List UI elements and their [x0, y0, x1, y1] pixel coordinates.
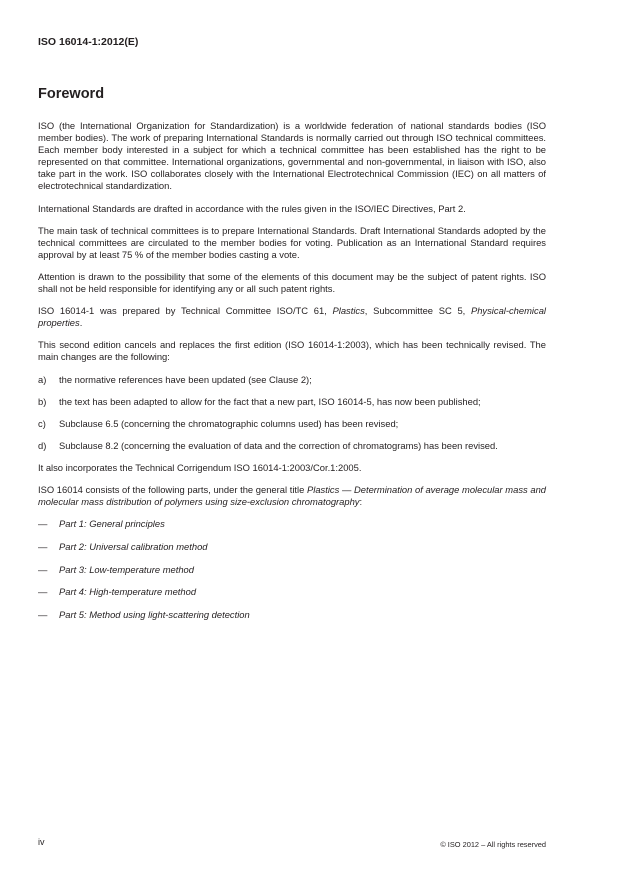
- part-title: Part 5: Method using light-scattering detection: [59, 608, 250, 620]
- paragraph-directives: International Standards are drafted in accordance with the rules given in the ISO/IEC Directives, Part 2.: [38, 202, 466, 214]
- paragraph-patent-rights: Attention is drawn to the possibility that some of the elements of this document may be the subject of patent rights. ISO shall not be held responsible for identifying any or all such patent rights.: [38, 270, 546, 295]
- part-title: Part 1: General principles: [59, 518, 165, 530]
- dash-label: —: [38, 608, 48, 620]
- colon: :: [359, 496, 363, 508]
- list-label: c): [38, 417, 46, 429]
- paragraph-parts-intro: [38, 484, 546, 508]
- parts-intro-text: ISO 16014 consists of the following parts, under the general title: [38, 483, 307, 495]
- dash-label: —: [38, 586, 48, 598]
- copyright-notice: © ISO 2012 – All rights reserved: [440, 840, 546, 849]
- prepared-by-text: ISO 16014-1 was prepared by Technical Committee ISO/TC 61,: [38, 305, 333, 317]
- list-text: the text has been adapted to allow for the fact that a new part, ISO 16014-5, has now been published;: [59, 395, 481, 407]
- list-label: a): [38, 373, 47, 385]
- foreword-body: [38, 120, 546, 632]
- part-title: Part 3: Low-temperature method: [59, 563, 194, 575]
- paragraph-second-edition: This second edition cancels and replaces the first edition (ISO 16014-1:2003), which has been technically revised. The main changes are the following:: [38, 339, 546, 363]
- paragraph-corrigendum: It also incorporates the Technical Corrigendum ISO 16014-1:2003/Cor.1:2005.: [38, 461, 362, 473]
- dash-label: —: [38, 563, 48, 575]
- list-text: Subclause 6.5 (concerning the chromatographic columns used) has been revised;: [59, 417, 399, 429]
- dash-label: —: [38, 540, 48, 552]
- paragraph-technical-committees: The main task of technical committees is to prepare International Standards. Draft International Standards adopted by the technical committees are circulated to the member bodies for voting. Publication as an International Standard requires approval by at least 75 % of the member bodies casting a vote.: [38, 224, 546, 260]
- part-item: [38, 609, 546, 621]
- list-item: [38, 374, 546, 386]
- part-title: Part 4: High-temperature method: [59, 586, 197, 598]
- subcommittee-title: Physical-chemical properties: [38, 305, 546, 329]
- part-title: Part 2: Universal calibration method: [59, 540, 208, 552]
- committee-title: Plastics: [332, 305, 365, 317]
- period: .: [79, 317, 83, 329]
- part-item: [38, 541, 546, 553]
- general-title: Plastics — Determination of average molecular mass and molecular mass distribution of polymers using size-exclusion chromatography: [38, 483, 547, 508]
- page-title: Foreword: [38, 86, 105, 102]
- part-item: [38, 586, 546, 598]
- list-label: b): [38, 395, 47, 407]
- dash-label: —: [38, 518, 48, 530]
- part-item: [38, 518, 546, 530]
- list-text: Subclause 8.2 (concerning the evaluation of data and the correction of chromatograms) has been revised.: [59, 439, 498, 451]
- list-item: [38, 440, 546, 452]
- list-label: d): [38, 439, 47, 451]
- list-item: [38, 396, 546, 408]
- list-item: [38, 418, 546, 430]
- paragraph-iso-description: ISO (the International Organization for Standardization) is a worldwide federation of national standards bodies (ISO member bodies). The work of preparing International Standards is normally carried out through ISO technical committees. Each member body interested in a subject for which a technical committee has been established has the right to be represented on that committee. International organizations, governmental and non-governmental, in liaison with ISO, also take part in the work. ISO collaborates closely with the International Electrotechnical Commission (IEC) on all matters of electrotechnical standardization.: [38, 120, 546, 192]
- part-item: [38, 564, 546, 576]
- page-number: iv: [38, 837, 45, 847]
- document-id-header: ISO 16014-1:2012(E): [38, 36, 139, 48]
- paragraph-prepared-by: [38, 305, 546, 329]
- list-text: the normative references have been updated (see Clause 2);: [59, 373, 312, 385]
- subcommittee-text: , Subcommittee SC 5,: [364, 305, 471, 317]
